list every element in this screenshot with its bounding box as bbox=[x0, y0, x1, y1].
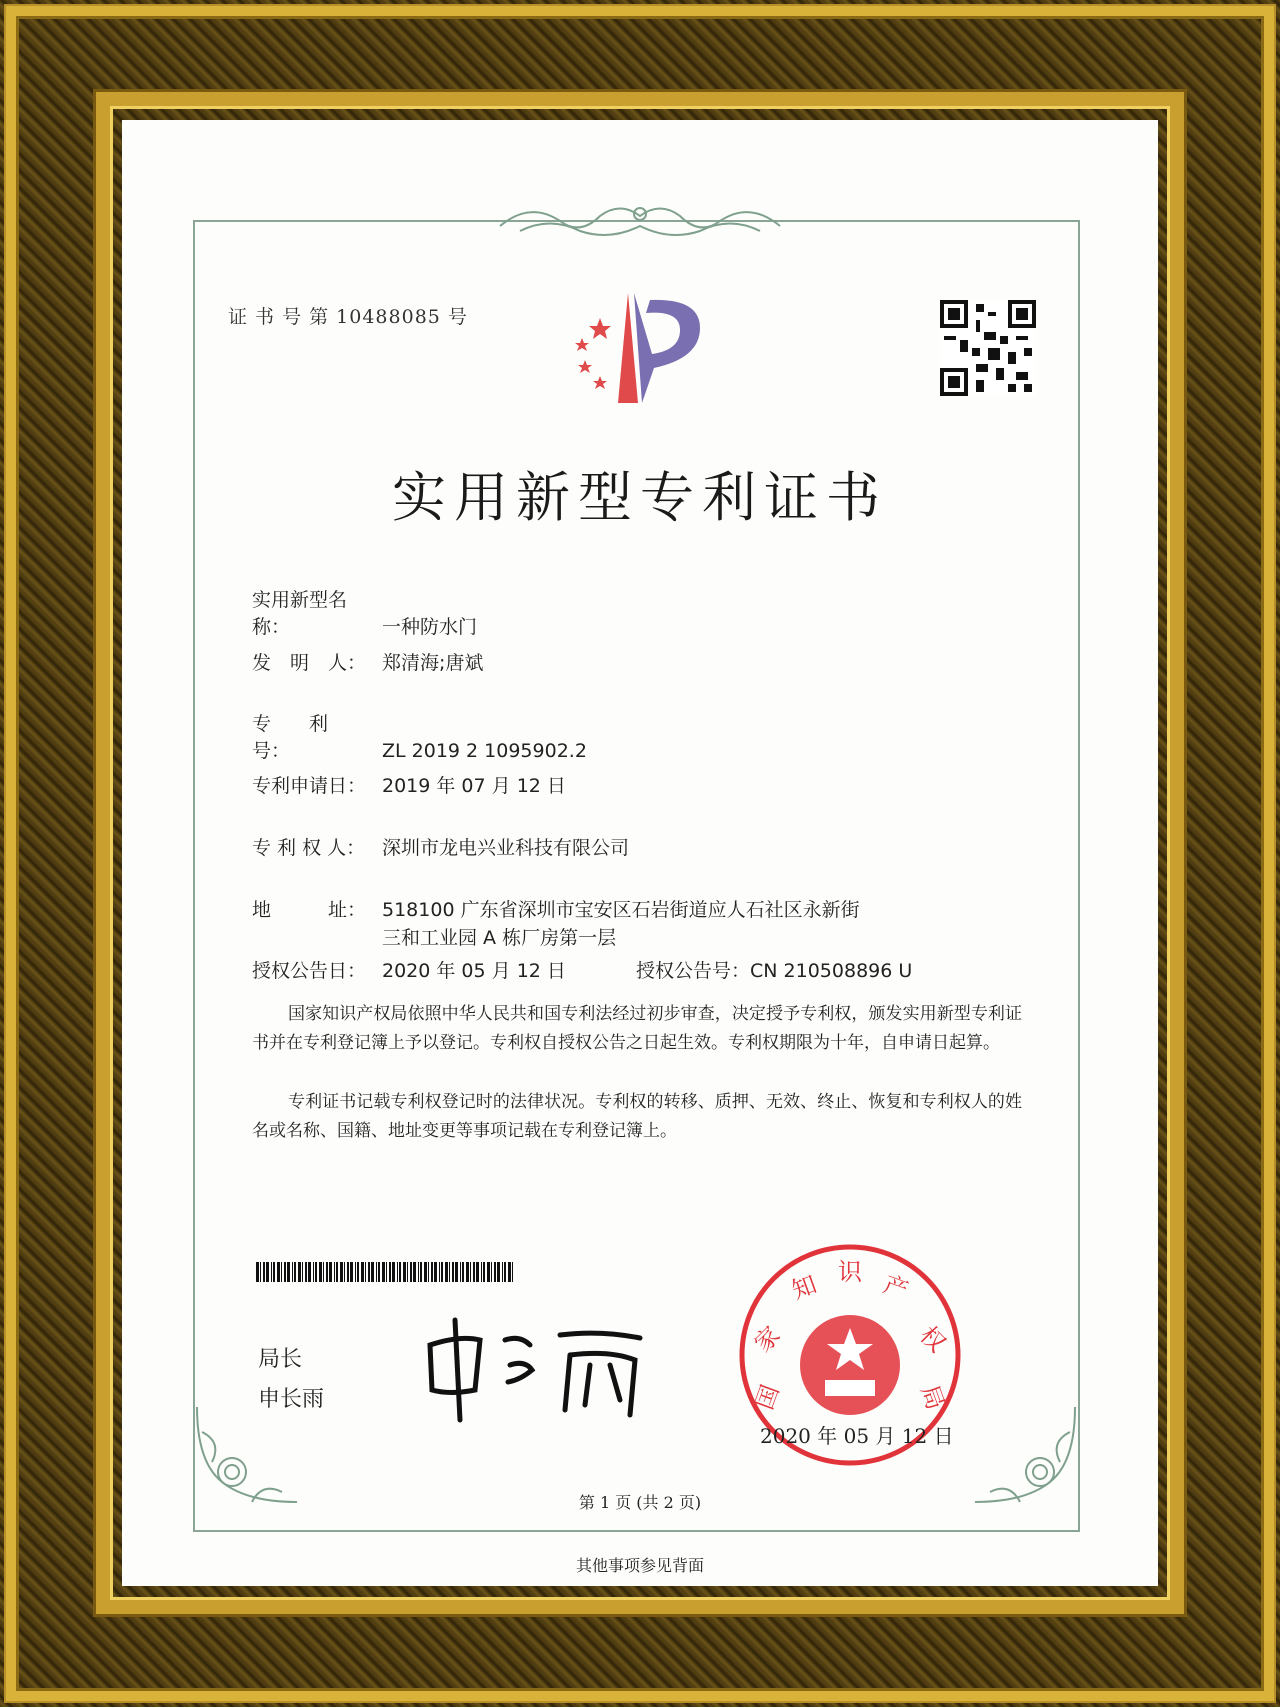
svg-text:国: 国 bbox=[750, 1381, 785, 1414]
utility-name-row bbox=[252, 585, 477, 639]
address-row bbox=[252, 895, 860, 922]
director-name: 申长雨 bbox=[258, 1387, 325, 1412]
qr-code-icon bbox=[940, 300, 1036, 396]
field-label: 授权公告日： bbox=[252, 960, 367, 982]
field-value: 一种防水门 bbox=[382, 616, 478, 638]
seal-date: 2020 年 05 月 12 日 bbox=[760, 1424, 954, 1448]
svg-text:知: 知 bbox=[788, 1270, 821, 1305]
patentee-row bbox=[252, 833, 629, 860]
director-signature bbox=[420, 1310, 660, 1430]
field-label: 实用新型名称： bbox=[252, 589, 348, 638]
application-date-row bbox=[252, 771, 566, 798]
svg-text:局: 局 bbox=[915, 1381, 950, 1414]
inventor-row bbox=[252, 648, 483, 675]
field-value: 2019 年 07 月 12 日 bbox=[382, 775, 566, 797]
statement-paragraph-2: 专利证书记载专利权登记时的法律状况。专利权的转移、质押、无效、终止、恢复和专利权人的姓名或名称、国籍、地址变更等事项记载在专利登记簿上。 bbox=[252, 1092, 1022, 1141]
svg-text:识: 识 bbox=[838, 1258, 862, 1286]
field-value: 郑清海;唐斌 bbox=[382, 652, 484, 674]
field-label: 发 明 人： bbox=[252, 652, 367, 674]
certificate-number: 证 书 号 第 10488085 号 bbox=[228, 306, 468, 328]
svg-text:权: 权 bbox=[914, 1320, 952, 1358]
certificate-title: 实用新型专利证书 bbox=[392, 466, 888, 529]
patent-office-logo-icon bbox=[560, 288, 720, 408]
patent-number-row bbox=[252, 709, 587, 763]
field-label: 专 利 号： bbox=[252, 713, 348, 762]
svg-text:产: 产 bbox=[879, 1270, 912, 1305]
field-value: 2020 年 05 月 12 日 bbox=[382, 960, 566, 982]
field-value: CN 210508896 U bbox=[750, 960, 913, 982]
statement-paragraph-1: 国家知识产权局依照中华人民共和国专利法经过初步审查，决定授予专利权，颁发实用新型专利证书并在专利登记簿上予以登记。专利权自授权公告之日起生效。专利权期限为十年，自申请日起算。 bbox=[252, 1004, 1022, 1053]
field-label: 地 址： bbox=[252, 899, 367, 921]
field-value: ZL 2019 2 1095902.2 bbox=[382, 740, 587, 762]
page-indicator: 第 1 页 (共 2 页) bbox=[578, 1493, 702, 1512]
svg-text:家: 家 bbox=[748, 1320, 786, 1358]
field-value: 518100 广东省深圳市宝安区石岩街道应人石社区永新街 bbox=[382, 899, 860, 921]
field-label: 授权公告号： bbox=[636, 960, 751, 982]
back-note: 其他事项参见背面 bbox=[575, 1556, 704, 1575]
field-label: 专 利 权 人： bbox=[252, 837, 366, 859]
grant-date-row bbox=[252, 956, 566, 983]
field-value: 深圳市龙电兴业科技有限公司 bbox=[382, 837, 630, 859]
grant-number-row bbox=[636, 956, 912, 983]
director-title: 局长 bbox=[258, 1347, 303, 1372]
address-line2: 三和工业园 A 栋厂房第一层 bbox=[382, 927, 617, 949]
top-ornament-icon bbox=[490, 196, 790, 246]
barcode-icon bbox=[256, 1262, 516, 1282]
field-label: 专利申请日： bbox=[252, 775, 367, 797]
